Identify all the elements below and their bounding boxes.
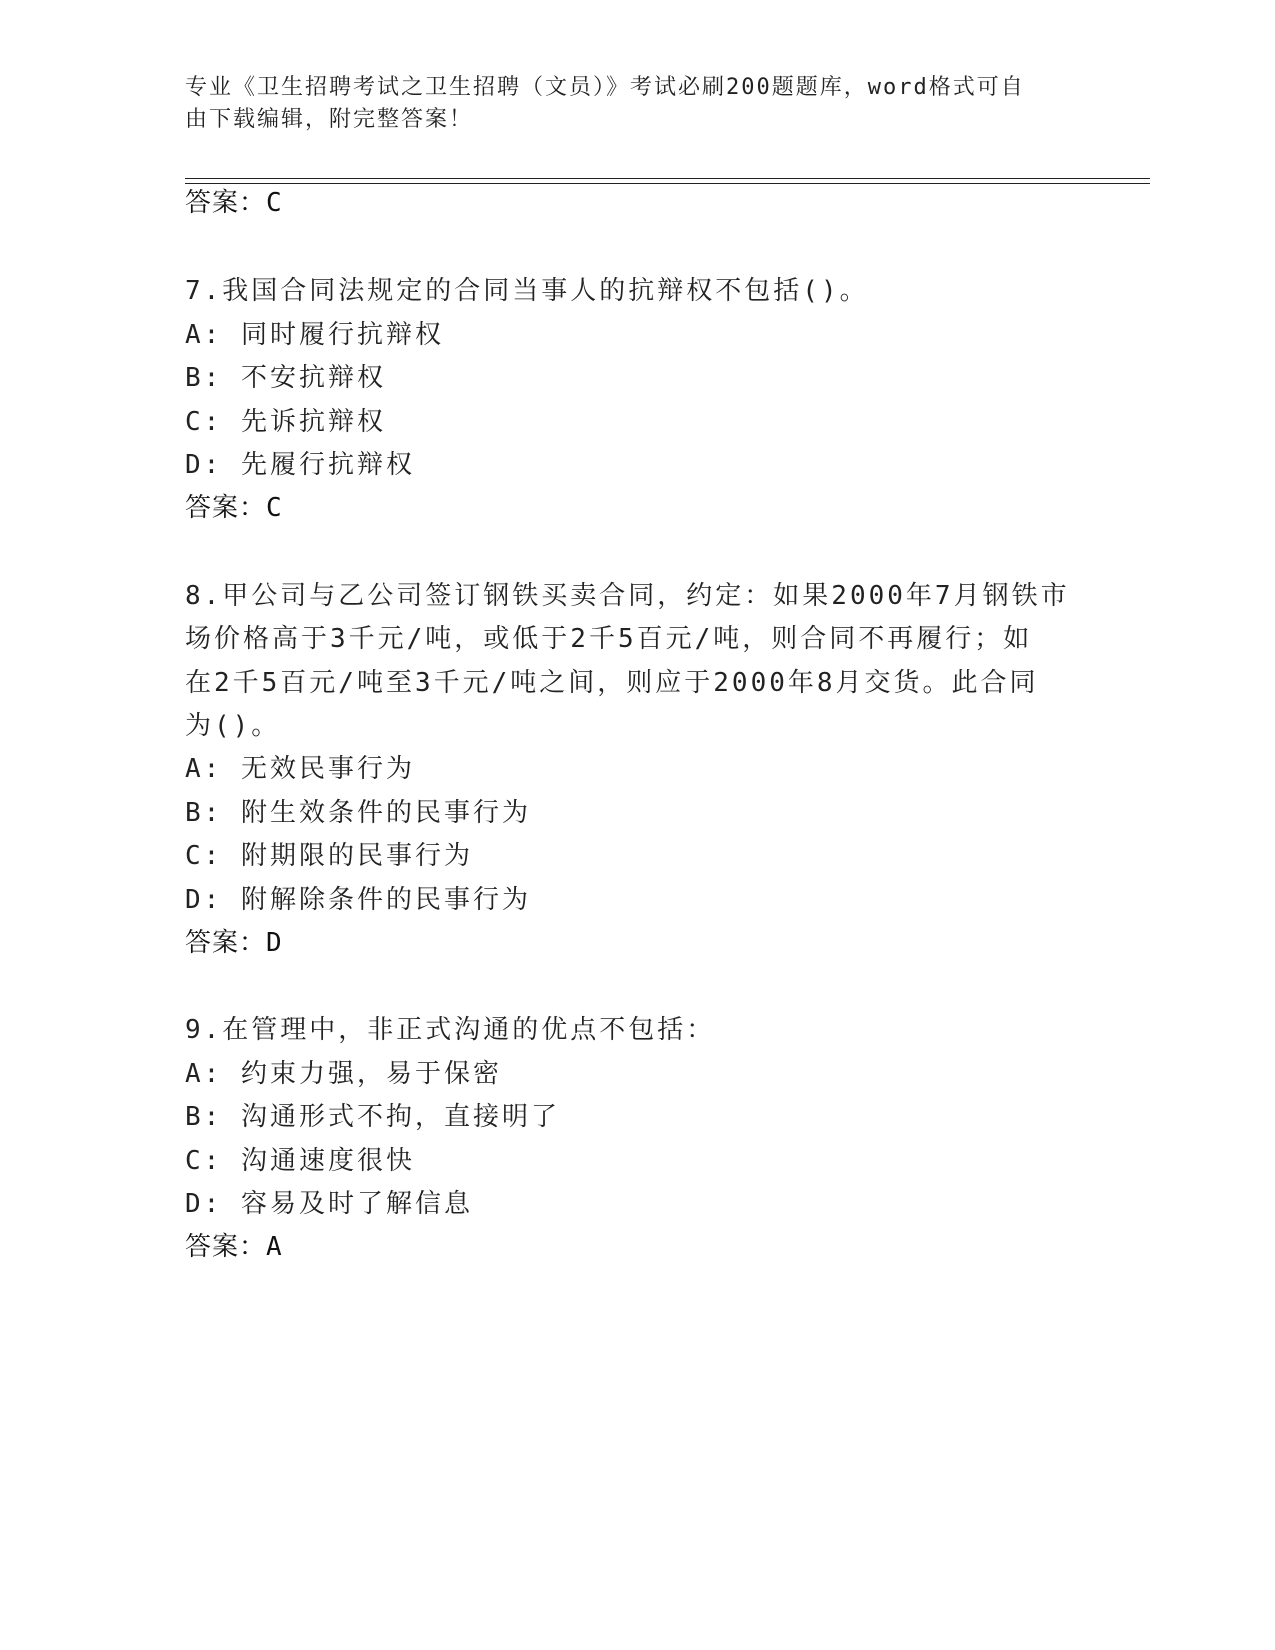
- question-stem: 9.在管理中，非正式沟通的优点不包括：: [185, 1015, 716, 1045]
- option-c: C: 先诉抗辩权: [185, 407, 386, 437]
- answer-line: [185, 926, 283, 960]
- question-stem: 在2千5百元/吨至3千元/吨之间，则应于2000年8月交货。此合同: [185, 668, 1039, 698]
- header-divider-bottom: [185, 183, 1150, 184]
- answer-value: C: [266, 188, 283, 218]
- question-stem: 7.我国合同法规定的合同当事人的抗辩权不包括()。: [185, 276, 869, 306]
- option-a: A: 同时履行抗辩权: [185, 320, 444, 350]
- question-stem: 为()。: [185, 711, 281, 741]
- option-a: A: 无效民事行为: [185, 754, 415, 784]
- answer-label: 答案：: [185, 493, 267, 523]
- question-stem: 场价格高于3千元/吨，或低于2千5百元/吨，则合同不再履行；如: [185, 624, 1033, 654]
- answer-label: 答案：: [185, 188, 267, 218]
- document-header: [185, 72, 1065, 136]
- answer-line: [185, 186, 283, 220]
- answer-value: D: [266, 928, 283, 958]
- option-b: B: 沟通形式不拘，直接明了: [185, 1102, 560, 1132]
- header-divider-top: [185, 178, 1150, 179]
- option-d: D: 先履行抗辩权: [185, 450, 415, 480]
- option-c: C: 附期限的民事行为: [185, 841, 473, 871]
- option-d: D: 容易及时了解信息: [185, 1189, 473, 1219]
- option-b: B: 附生效条件的民事行为: [185, 798, 531, 828]
- answer-value: C: [266, 493, 283, 523]
- header-line-2: 由下载编辑，附完整答案！: [185, 107, 474, 132]
- answer-line: [185, 491, 283, 525]
- option-a: A: 约束力强，易于保密: [185, 1059, 502, 1089]
- answer-label: 答案：: [185, 1232, 267, 1262]
- question-stem: 8.甲公司与乙公司签订钢铁买卖合同，约定：如果2000年7月钢铁市: [185, 581, 1070, 611]
- answer-label: 答案：: [185, 928, 267, 958]
- option-c: C: 沟通速度很快: [185, 1146, 415, 1176]
- answer-line: [185, 1230, 283, 1264]
- option-d: D: 附解除条件的民事行为: [185, 885, 531, 915]
- option-b: B: 不安抗辩权: [185, 363, 386, 393]
- answer-value: A: [266, 1232, 283, 1262]
- header-line-1: 专业《卫生招聘考试之卫生招聘（文员）》考试必刷200题题库，word格式可自: [185, 75, 1025, 100]
